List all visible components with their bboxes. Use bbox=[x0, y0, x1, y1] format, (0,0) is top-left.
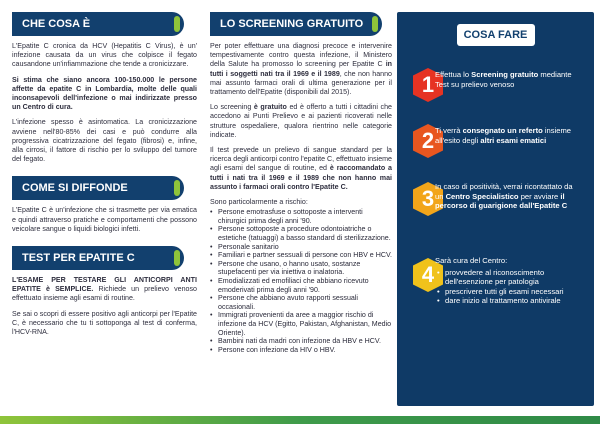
test-p2: Se sai o scopri di essere positivo agli anticorpi per l'Epatite C, è necessario che tu ti sottoponga al test di conferma, l'HCV-RNA. bbox=[12, 309, 197, 337]
test-p1: L'ESAME PER TESTARE GLI ANTICORPI ANTI EPATITE è SEMPLICE. Richiede un prelievo venoso effettuato insieme agli esami di routine. bbox=[12, 276, 197, 303]
screening-header: LO SCREENING GRATUITO bbox=[210, 12, 382, 36]
risk-item: • Persone che usano, o hanno usato, sostanze stupefacenti per via iniettiva o inalatoria. bbox=[210, 260, 392, 277]
screening-p2: Lo screening è gratuito ed è offerto a tutti i cittadini che accedono ai Punti Prelievo e ai pazienti ricoverati nelle strutture ospedaliere, qualora rientrino nelle categorie indicate. bbox=[210, 103, 392, 139]
come-si-diffonde-header: COME SI DIFFONDE bbox=[12, 176, 184, 200]
left-column bbox=[12, 12, 197, 337]
test-header: TEST PER EPATITE C bbox=[12, 246, 184, 270]
screening-p1: Per poter effettuare una diagnosi precoce e intervenire tempestivamente contro questa infezione, il Ministero della Salute ha promosso lo screening per Epatite C in tutti i soggetti nati tra il 1969 e il 1989, che non hanno mai assunto farmaci orali di ultima generazione per il trattamento dell'Epatite (disponibili dal 2015). bbox=[210, 42, 392, 97]
bottom-green-bar bbox=[0, 416, 600, 424]
cosa-fare-panel bbox=[397, 12, 594, 406]
risk-item: • Persone con infezione da HIV o HBV. bbox=[210, 346, 392, 355]
risk-item: • Persone che abbiano avuto rapporti sessuali occasionali. bbox=[210, 294, 392, 311]
step-4-item: • prescrivere tutti gli esami necessari bbox=[435, 287, 575, 297]
step-2-text: Ti verrà consegnato un referto insieme all'esito degli altri esami ematici bbox=[435, 126, 572, 145]
step-4-list bbox=[435, 268, 575, 306]
step-2-number-icon: 2 bbox=[413, 124, 443, 158]
middle-column bbox=[210, 12, 392, 354]
step-4-text: Sarà cura del Centro: • provvedere al riconoscimento dell'esenzione per patologia • prescrivere tutti gli esami necessari • dare inizio al trattamento antivirale bbox=[435, 256, 575, 306]
risk-item: • Emodializzati ed emofiliaci che abbiano ricevuto emoderivati prima degli anni '90. bbox=[210, 277, 392, 294]
step-4-item: • provvedere al riconoscimento dell'esenzione per patologia bbox=[435, 268, 575, 287]
step-4-item: • dare inizio al trattamento antivirale bbox=[435, 296, 575, 306]
cosa-fare-header: COSA FARE bbox=[457, 24, 535, 46]
risk-item: • Persone emotrasfuse o sottoposte a interventi chirurgici prima degli anni '90. bbox=[210, 208, 392, 225]
che-cosa-p1: L'Epatite C cronica da HCV (Hepatitis C Virus), è un' infezione causata da un virus che colpisce il fegato causandone un'infiammazione che tende a cronicizzare. bbox=[12, 42, 197, 69]
come-si-diffonde-p1: L'Epatite C è un'infezione che si trasmette per via ematica e quindi attraverso pratiche e comportamenti che possono veicolare sangue o liquidi biologici infetti. bbox=[12, 206, 197, 233]
step-1-number-icon: 1 bbox=[413, 68, 443, 102]
che-cosa-p2: Si stima che siano ancora 100-150.000 le persone affette da epatite C in Lombardia, molte delle quali inconsapevoli dell'infezione o mai indirizzate presso un Centro di cura. bbox=[12, 75, 197, 112]
risk-item: • Bambini nati da madri con infezione da HBV e HCV. bbox=[210, 337, 392, 346]
screening-p3: Il test prevede un prelievo di sangue standard per la ricerca degli anticorpi contro l'epatite C, effettuato insieme agli esami del sangue di routine, ed è raccomandato a tutti i nati tra il 1969 e il 1989 che non hanno mai assunto i farmaci orali contro l'Epatite C. bbox=[210, 146, 392, 191]
risk-intro: Sono particolarmente a rischio: bbox=[210, 198, 308, 207]
risk-item: • Familiari e partner sessuali di persone con HBV e HCV. bbox=[210, 251, 392, 260]
risk-item: • Persone sottoposte a procedure odontoiatriche o estetiche (tatuaggi) a basso standard di sterilizzazione. bbox=[210, 225, 392, 242]
risk-item: • Personale sanitario bbox=[210, 243, 392, 252]
step-1-text: Effettua lo Screening gratuito mediante Test su prelievo venoso bbox=[435, 70, 572, 89]
che-cosa-header: CHE COSA È bbox=[12, 12, 184, 36]
risk-list bbox=[210, 208, 392, 354]
step-3-number-icon: 3 bbox=[413, 182, 443, 216]
step-4-number-icon: 4 bbox=[413, 258, 443, 292]
risk-item: • Immigrati provenienti da aree a maggior rischio di infezione da HCV (Egitto, Pakistan, Afghanistan, Medio Oriente). bbox=[210, 311, 392, 337]
step-3-text: In caso di positività, verrai ricontattato da un Centro Specialistico per avviare il percorso di guarigione dall'Epatite C bbox=[435, 182, 573, 211]
che-cosa-p3: L'infezione spesso è asintomatica. La cronicizzazione avviene nell'80-85% dei casi e può condurre alla progressiva cicatrizzazione del fegato (fibrosi) e, infine, alla cirrosi, il fattore di rischio per lo sviluppo del tumore del fegato. bbox=[12, 118, 197, 164]
